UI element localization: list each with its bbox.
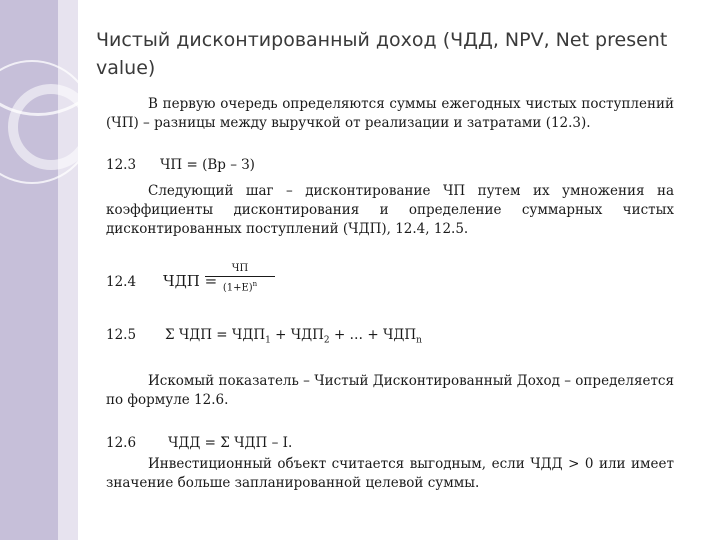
equation-number-12-5: 12.5 xyxy=(106,327,137,343)
equation-12-5 xyxy=(165,327,422,346)
equation-number-12-3: 12.3 xyxy=(106,157,137,173)
eq-12-5-part: + ЧДП xyxy=(270,327,324,343)
equation-number-12-4: 12.4 xyxy=(106,274,137,290)
paragraph-4: Инвестиционный объект считается выгодным, если ЧДД > 0 или имеет значение больше запланированной целевой суммы. xyxy=(106,456,674,491)
decorative-sidebar xyxy=(0,0,78,540)
eq-12-5-part: + … + ЧДП xyxy=(329,327,417,343)
subscript-n: n xyxy=(416,335,422,346)
paragraph-2: Следующий шаг – дисконтирование ЧП путем их умножения на коэффициенты дисконтирования и определение суммарных чистых дисконтированных поступлений (ЧДП), 12.4, 12.5. xyxy=(106,183,674,237)
slide-title: Чистый дисконтированный доход (ЧДД, NPV, Net present value) xyxy=(96,29,668,79)
eq-12-5-part: Σ ЧДП = ЧДП xyxy=(165,327,266,343)
equation-12-4-lhs: ЧДП = xyxy=(163,272,218,290)
paragraph-3: Искомый показатель – Чистый Дисконтированный Доход – определяется по формуле 12.6. xyxy=(106,373,674,408)
equation-12-4-fraction xyxy=(205,262,275,295)
subscript-1: 1 xyxy=(265,335,271,346)
equation-number-12-6: 12.6 xyxy=(106,435,137,451)
denominator-base: (1+Е) xyxy=(222,282,253,294)
equation-12-3: ЧП = (Вр – З) xyxy=(160,157,255,173)
paragraph-1: В первую очередь определяются суммы ежегодных чистых поступлений (ЧП) – разницы между выручкой от реализации и затратами (12.3). xyxy=(106,96,674,131)
denominator-exponent: n xyxy=(252,280,258,288)
fraction-denominator xyxy=(205,277,275,295)
subscript-2: 2 xyxy=(323,335,330,346)
equation-12-6: ЧДД = Σ ЧДП – I. xyxy=(168,435,293,451)
fraction-numerator: ЧП xyxy=(205,262,275,277)
